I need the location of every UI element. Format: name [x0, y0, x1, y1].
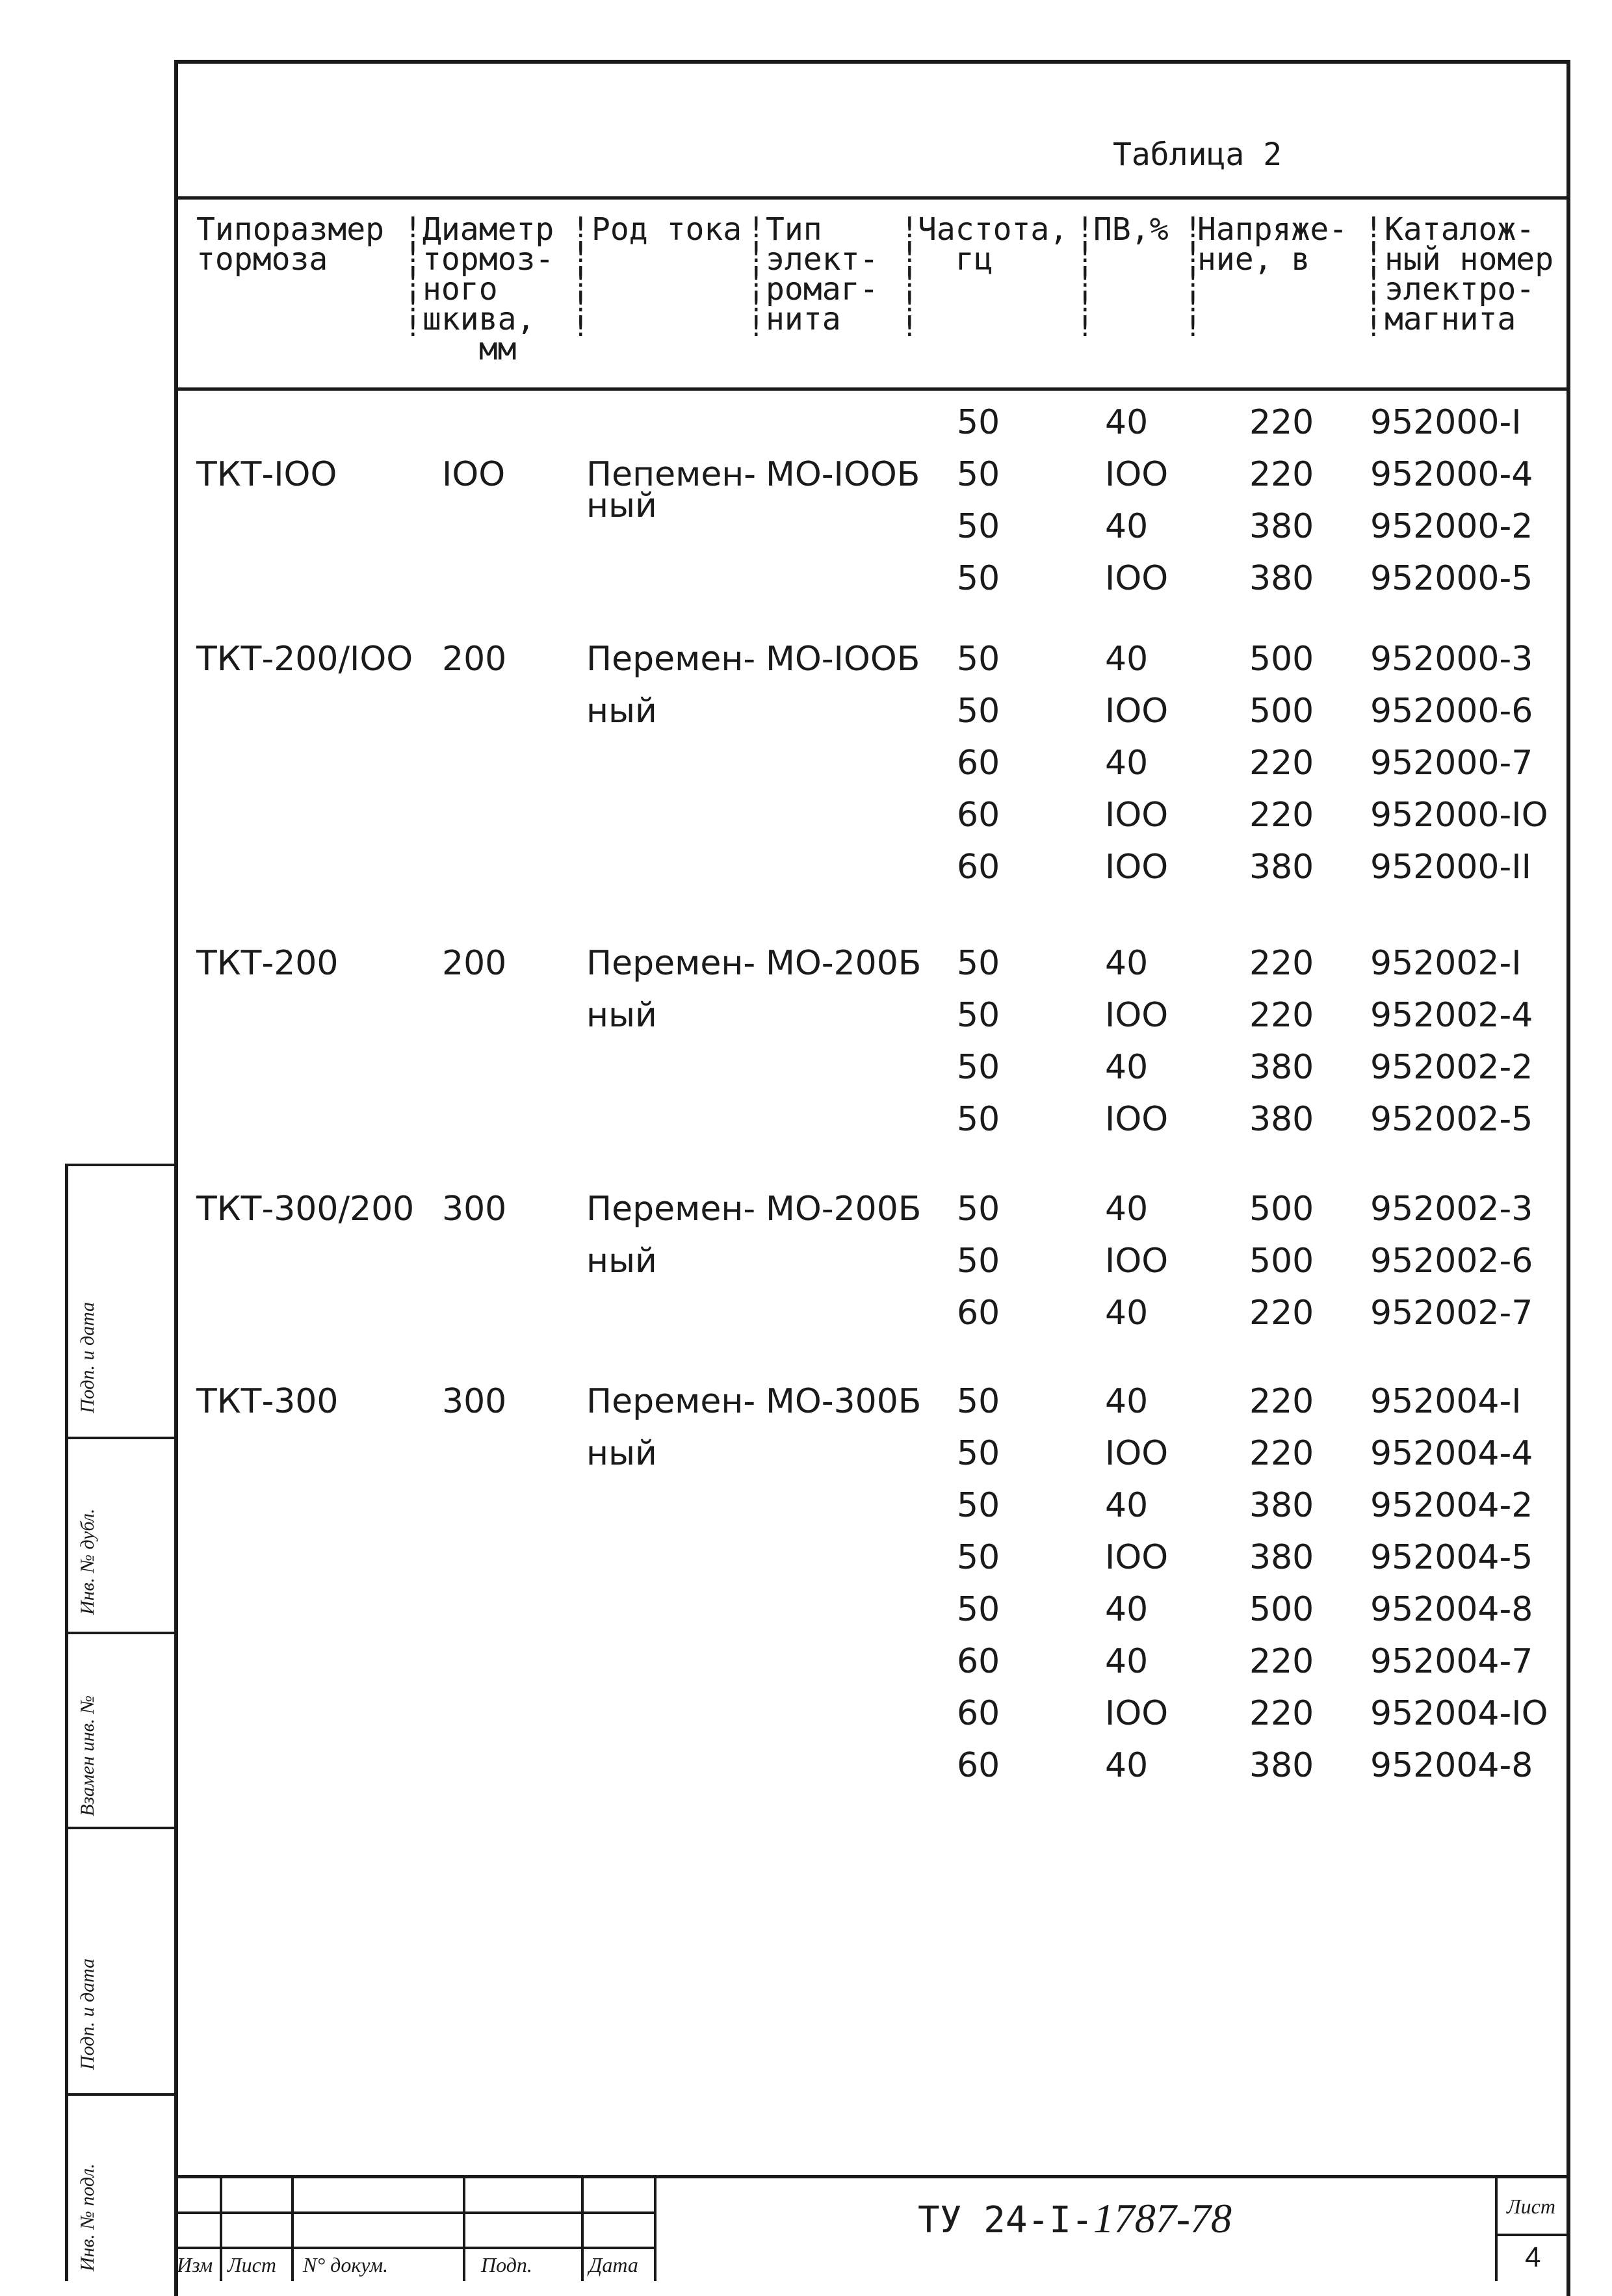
side-stamp-cell: [65, 1164, 174, 1437]
header-magnet: Тип элект- ромаг- нита: [766, 211, 879, 337]
voltage-cell: 380: [1249, 1100, 1314, 1139]
frequency-cell: 50: [957, 1242, 1000, 1281]
catalog-number-cell: 952002-7: [1370, 1294, 1533, 1333]
voltage-cell: 500: [1249, 640, 1314, 679]
brake-type-cell: ТКТ-300/200: [196, 1190, 415, 1229]
table-row: [0, 848, 1612, 900]
table-row: [0, 403, 1612, 455]
duty-cycle-cell: 40: [1105, 744, 1149, 783]
catalog-number-cell: 952004-5: [1370, 1538, 1533, 1577]
table-row: [0, 1382, 1612, 1434]
frequency-cell: 60: [957, 1642, 1000, 1681]
frequency-cell: 50: [957, 507, 1000, 546]
duty-cycle-cell: 40: [1105, 1294, 1149, 1333]
title-block-mid-rule: [1495, 2234, 1570, 2236]
frequency-cell: 50: [957, 1100, 1000, 1139]
title-block-divider: [1495, 2175, 1498, 2281]
frequency-cell: 50: [957, 1382, 1000, 1421]
catalog-number-cell: 952000-I: [1370, 403, 1522, 442]
title-block-divider: [581, 2175, 584, 2281]
document-code-printed: ТУ 24-I-: [918, 2199, 1093, 2241]
magnet-type-cell: МО-IOOБ: [766, 640, 920, 679]
duty-cycle-cell: 40: [1105, 1746, 1149, 1785]
title-block-label: Подп.: [481, 2253, 532, 2276]
table-row: [0, 1746, 1612, 1798]
catalog-number-cell: 952000-4: [1370, 455, 1533, 494]
side-stamp-cell: [65, 1632, 174, 1827]
catalog-number-cell: 952004-7: [1370, 1642, 1533, 1681]
brake-type-cell: ТКТ-200/IOO: [196, 640, 413, 679]
voltage-cell: 220: [1249, 796, 1314, 835]
duty-cycle-cell: IOO: [1105, 559, 1169, 598]
title-block-label: Дата: [589, 2253, 638, 2276]
table-row: [0, 1434, 1612, 1486]
catalog-number-cell: 952004-8: [1370, 1590, 1533, 1629]
frequency-cell: 60: [957, 744, 1000, 783]
table-row: [0, 744, 1612, 796]
voltage-cell: 500: [1249, 1242, 1314, 1281]
header-separator: ! ! ! ! !: [572, 211, 590, 343]
catalog-number-cell: 952004-4: [1370, 1434, 1533, 1473]
table-row: [0, 944, 1612, 996]
magnet-type-cell: МО-200Б: [766, 1190, 922, 1229]
voltage-cell: 380: [1249, 848, 1314, 887]
voltage-cell: 220: [1249, 1294, 1314, 1333]
frequency-cell: 60: [957, 1746, 1000, 1785]
duty-cycle-cell: IOO: [1105, 455, 1169, 494]
current-type-cell: Перемен-: [586, 640, 756, 679]
voltage-cell: 220: [1249, 1434, 1314, 1473]
duty-cycle-cell: 40: [1105, 1048, 1149, 1087]
table-row: [0, 1100, 1612, 1152]
voltage-cell: 500: [1249, 692, 1314, 731]
voltage-cell: 220: [1249, 996, 1314, 1035]
catalog-number-cell: 952004-IO: [1370, 1694, 1548, 1733]
brake-type-cell: ТКТ-300: [196, 1382, 339, 1421]
frequency-cell: 50: [957, 1048, 1000, 1087]
frequency-cell: 50: [957, 455, 1000, 494]
side-stamp-label: Подп. и дата: [77, 1958, 98, 2070]
duty-cycle-cell: 40: [1105, 1486, 1149, 1525]
duty-cycle-cell: 40: [1105, 1190, 1149, 1229]
duty-cycle-cell: IOO: [1105, 1694, 1169, 1733]
title-block-divider: [463, 2175, 465, 2281]
voltage-cell: 220: [1249, 1642, 1314, 1681]
header-separator: ! ! ! ! !: [404, 211, 422, 343]
sheet-number: 4: [1525, 2241, 1541, 2273]
title-block-divider: [220, 2175, 222, 2281]
voltage-cell: 380: [1249, 1486, 1314, 1525]
duty-cycle-cell: 40: [1105, 403, 1149, 442]
header-separator: ! ! ! ! !: [1365, 211, 1383, 343]
header-separator: ! ! ! ! !: [1076, 211, 1094, 343]
current-type-cell-line2: ный: [586, 486, 657, 525]
current-type-cell: Перемен-: [586, 944, 756, 983]
duty-cycle-cell: IOO: [1105, 996, 1169, 1035]
duty-cycle-cell: 40: [1105, 1642, 1149, 1681]
catalog-number-cell: 952000-7: [1370, 744, 1533, 783]
current-type-cell-line2: ный: [586, 1434, 657, 1473]
duty-cycle-cell: IOO: [1105, 848, 1169, 887]
current-type-cell: Перемен-: [586, 1190, 756, 1229]
catalog-number-cell: 952002-3: [1370, 1190, 1533, 1229]
current-type-cell-line2: ный: [586, 1242, 657, 1281]
frequency-cell: 50: [957, 1434, 1000, 1473]
duty-cycle-cell: 40: [1105, 1590, 1149, 1629]
duty-cycle-cell: 40: [1105, 944, 1149, 983]
header-type: Типоразмер тормоза: [196, 211, 384, 278]
duty-cycle-cell: 40: [1105, 640, 1149, 679]
header-duty-cycle: ПВ,%: [1093, 211, 1169, 248]
table-row: [0, 1242, 1612, 1294]
side-stamp-label: Взамен инв. №: [77, 1695, 98, 1816]
table-row: [0, 455, 1612, 507]
voltage-cell: 220: [1249, 403, 1314, 442]
side-stamp-cell: [65, 2093, 174, 2281]
voltage-cell: 220: [1249, 1694, 1314, 1733]
table-row: [0, 1048, 1612, 1100]
catalog-number-cell: 952002-6: [1370, 1242, 1533, 1281]
document-code: [918, 2195, 1232, 2243]
voltage-cell: 500: [1249, 1190, 1314, 1229]
table-row: [0, 1486, 1612, 1538]
drum-diameter-cell: IOO: [442, 455, 506, 494]
header-bottom-rule: [174, 387, 1570, 391]
header-diameter: Диаметр тормоз- ного шкива, мм: [422, 211, 554, 367]
voltage-cell: 220: [1249, 744, 1314, 783]
table-row: [0, 1590, 1612, 1642]
table-row: [0, 507, 1612, 559]
side-stamp-label: Инв. № подл.: [77, 2163, 98, 2271]
table-row: [0, 796, 1612, 848]
voltage-cell: 220: [1249, 944, 1314, 983]
header-separator: ! ! ! ! !: [901, 211, 918, 343]
side-stamp-cell: [65, 1827, 174, 2093]
drum-diameter-cell: 200: [442, 944, 507, 983]
frequency-cell: 50: [957, 559, 1000, 598]
table-row: [0, 559, 1612, 611]
frequency-cell: 50: [957, 640, 1000, 679]
current-type-cell-line2: ный: [586, 692, 657, 731]
frequency-cell: 60: [957, 796, 1000, 835]
frequency-cell: 50: [957, 403, 1000, 442]
catalog-number-cell: 952000-5: [1370, 559, 1533, 598]
table-row: [0, 640, 1612, 692]
header-top-rule: [174, 196, 1570, 200]
frequency-cell: 60: [957, 1294, 1000, 1333]
header-separator: ! ! ! ! !: [748, 211, 765, 343]
frequency-cell: 50: [957, 1190, 1000, 1229]
catalog-number-cell: 952000-6: [1370, 692, 1533, 731]
frequency-cell: 60: [957, 1694, 1000, 1733]
header-catalog-number: Каталож- ный номер электро- магнита: [1384, 211, 1554, 337]
magnet-type-cell: МО-200Б: [766, 944, 922, 983]
table-row: [0, 1294, 1612, 1346]
drum-diameter-cell: 300: [442, 1382, 507, 1421]
magnet-type-cell: МО-IOOБ: [766, 455, 920, 494]
voltage-cell: 220: [1249, 455, 1314, 494]
table-row: [0, 1694, 1612, 1746]
voltage-cell: 380: [1249, 507, 1314, 546]
voltage-cell: 380: [1249, 1746, 1314, 1785]
sheet-label: Лист: [1507, 2195, 1555, 2218]
magnet-type-cell: МО-300Б: [766, 1382, 922, 1421]
duty-cycle-cell: IOO: [1105, 1434, 1169, 1473]
frequency-cell: 50: [957, 944, 1000, 983]
brake-type-cell: ТКТ-IOO: [196, 455, 337, 494]
side-stamp-cell: [65, 1437, 174, 1632]
frequency-cell: 50: [957, 1486, 1000, 1525]
document-code-handwritten: 1787-78: [1093, 2195, 1232, 2241]
catalog-number-cell: 952002-5: [1370, 1100, 1533, 1139]
brake-type-cell: ТКТ-200: [196, 944, 339, 983]
drum-diameter-cell: 300: [442, 1190, 507, 1229]
title-block-divider: [654, 2175, 656, 2281]
catalog-number-cell: 952004-8: [1370, 1746, 1533, 1785]
catalog-number-cell: 952000-II: [1370, 848, 1531, 887]
frequency-cell: 60: [957, 848, 1000, 887]
frequency-cell: 50: [957, 1538, 1000, 1577]
catalog-number-cell: 952002-4: [1370, 996, 1533, 1035]
title-block-top-rule: [174, 2175, 1570, 2178]
duty-cycle-cell: IOO: [1105, 692, 1169, 731]
title-block-label: Лист: [228, 2253, 276, 2276]
catalog-number-cell: 952000-3: [1370, 640, 1533, 679]
current-type-cell: Перемен-: [586, 1382, 756, 1421]
frequency-cell: 50: [957, 692, 1000, 731]
duty-cycle-cell: IOO: [1105, 1100, 1169, 1139]
frequency-cell: 50: [957, 1590, 1000, 1629]
side-stamp-label: Инв. № дубл.: [77, 1508, 98, 1615]
table-row: [0, 1642, 1612, 1694]
frequency-cell: 50: [957, 996, 1000, 1035]
catalog-number-cell: 952000-2: [1370, 507, 1533, 546]
header-frequency: Частота, гц: [918, 211, 1069, 278]
drum-diameter-cell: 200: [442, 640, 507, 679]
header-voltage: Напряже- ние, в: [1197, 211, 1348, 278]
duty-cycle-cell: IOO: [1105, 796, 1169, 835]
table-row: [0, 1190, 1612, 1242]
catalog-number-cell: 952002-2: [1370, 1048, 1533, 1087]
catalog-number-cell: 952004-I: [1370, 1382, 1522, 1421]
table-row: [0, 692, 1612, 744]
voltage-cell: 220: [1249, 1382, 1314, 1421]
title-block-divider: [291, 2175, 294, 2281]
duty-cycle-cell: 40: [1105, 1382, 1149, 1421]
voltage-cell: 380: [1249, 1048, 1314, 1087]
table-title: Таблица 2: [1113, 137, 1282, 173]
current-type-cell-line2: ный: [586, 996, 657, 1035]
table-row: [0, 1538, 1612, 1590]
duty-cycle-cell: IOO: [1105, 1538, 1169, 1577]
side-stamp-label: Подп. и дата: [77, 1301, 98, 1413]
catalog-number-cell: 952000-IO: [1370, 796, 1548, 835]
voltage-cell: 380: [1249, 559, 1314, 598]
title-block-label: Изм: [177, 2253, 213, 2276]
header-current: Род тока: [592, 211, 742, 248]
duty-cycle-cell: IOO: [1105, 1242, 1169, 1281]
voltage-cell: 380: [1249, 1538, 1314, 1577]
catalog-number-cell: 952002-I: [1370, 944, 1522, 983]
header-separator: ! ! ! ! !: [1184, 211, 1202, 343]
table-row: [0, 996, 1612, 1048]
catalog-number-cell: 952004-2: [1370, 1486, 1533, 1525]
duty-cycle-cell: 40: [1105, 507, 1149, 546]
voltage-cell: 500: [1249, 1590, 1314, 1629]
current-type-cell: Пепемен-: [586, 455, 757, 494]
page-frame: [174, 60, 1570, 2296]
title-block-label: N° докум.: [303, 2253, 389, 2276]
